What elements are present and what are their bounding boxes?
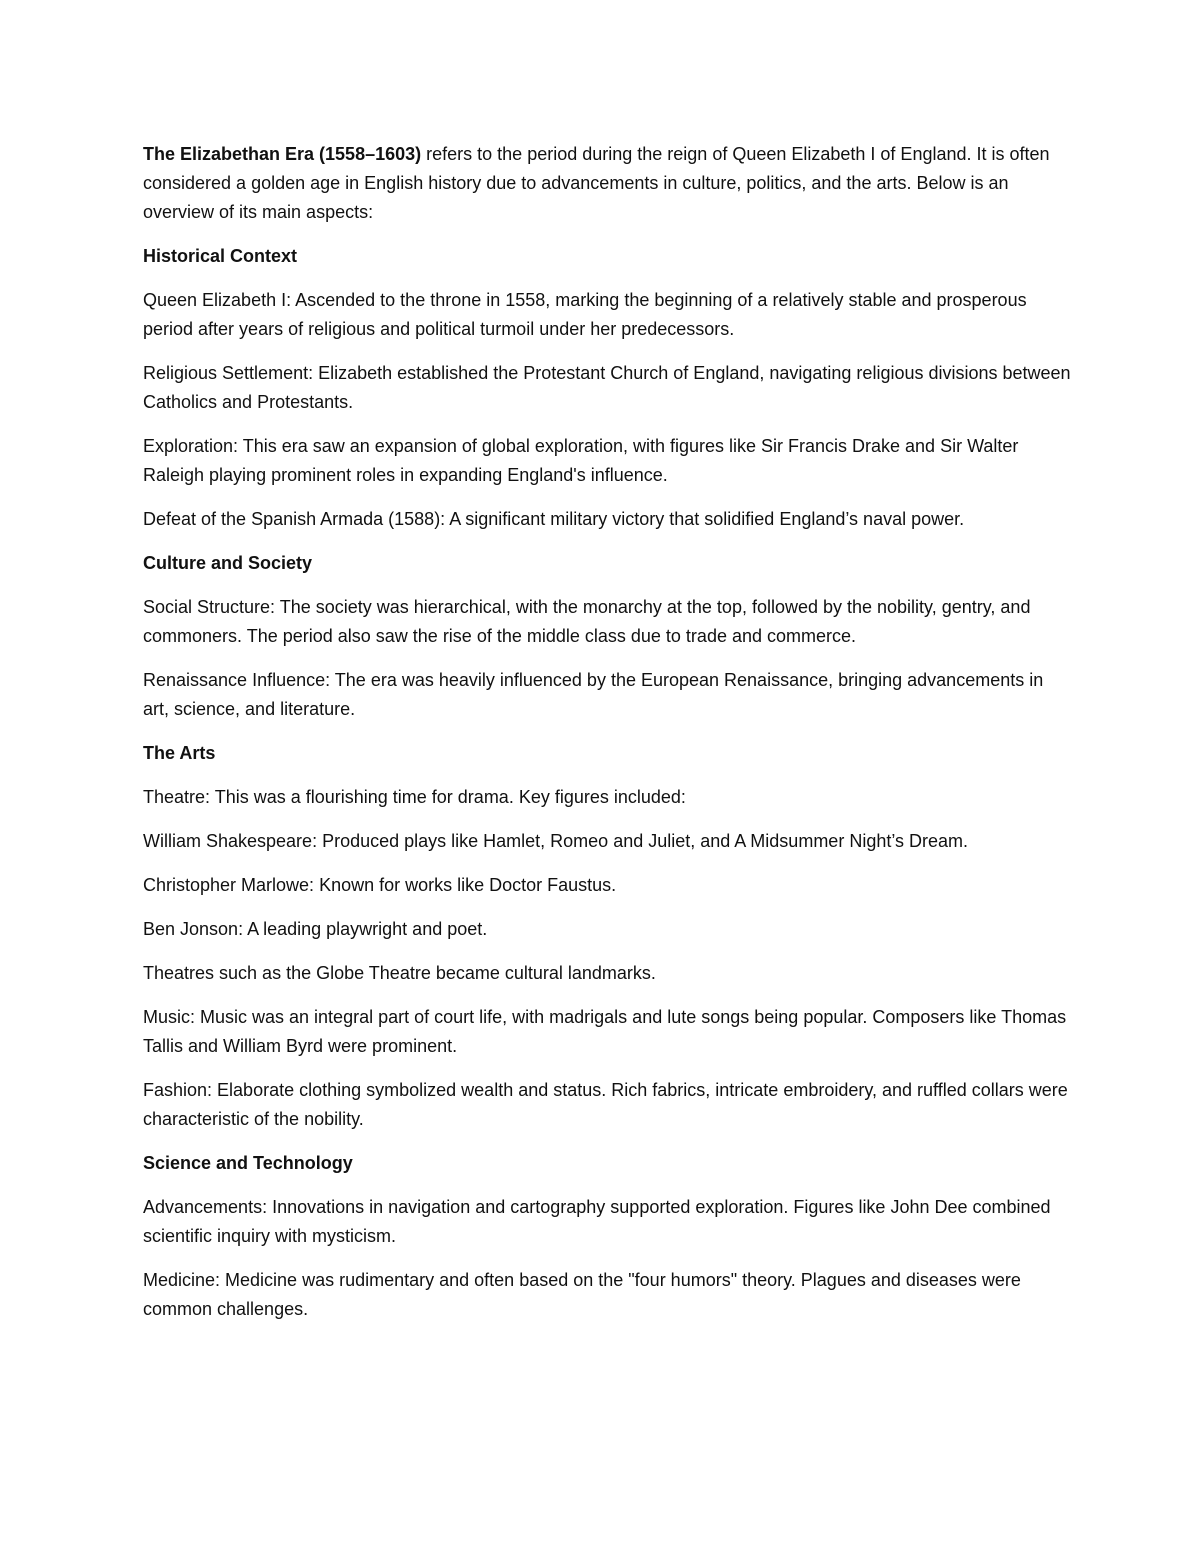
section-the-arts	[143, 739, 1073, 1134]
section-science-and-technology	[143, 1149, 1073, 1324]
intro-paragraph	[143, 140, 1073, 227]
paragraph: Theatre: This was a flourishing time for drama. Key figures included:	[143, 787, 686, 807]
paragraph: Music: Music was an integral part of court life, with madrigals and lute songs being popular. Composers like Thomas Tallis and William Byrd were prominent.	[143, 1007, 1067, 1056]
paragraph: Christopher Marlowe: Known for works like Doctor Faustus.	[143, 875, 617, 895]
paragraph: William Shakespeare: Produced plays like Hamlet, Romeo and Juliet, and A Midsummer Night’s Dream.	[143, 831, 969, 851]
section-heading: Science and Technology	[143, 1153, 353, 1173]
section-culture-and-society	[143, 549, 1073, 724]
paragraph: Ben Jonson: A leading playwright and poet.	[143, 919, 488, 939]
paragraph: Advancements: Innovations in navigation and cartography supported exploration. Figures like John Dee combined scientific inquiry with mysticism.	[143, 1197, 1051, 1246]
paragraph: Exploration: This era saw an expansion of global exploration, with figures like Sir Francis Drake and Sir Walter Raleigh playing prominent roles in expanding England's influence.	[143, 436, 1019, 485]
paragraph: Fashion: Elaborate clothing symbolized wealth and status. Rich fabrics, intricate embroidery, and ruffled collars were characteristic of the nobility.	[143, 1080, 1068, 1129]
paragraph: Renaissance Influence: The era was heavily influenced by the European Renaissance, bringing advancements in art, science, and literature.	[143, 670, 1044, 719]
paragraph: Religious Settlement: Elizabeth established the Protestant Church of England, navigating religious divisions between Catholics and Protestants.	[143, 363, 1071, 412]
paragraph: Queen Elizabeth I: Ascended to the throne in 1558, marking the beginning of a relatively stable and prosperous period after years of religious and political turmoil under her predecessors.	[143, 290, 1027, 339]
section-heading: Culture and Society	[143, 553, 313, 573]
paragraph: Defeat of the Spanish Armada (1588): A significant military victory that solidified England’s naval power.	[143, 509, 965, 529]
section-heading: The Arts	[143, 743, 216, 763]
intro-title: The Elizabethan Era (1558–1603)	[143, 144, 422, 164]
paragraph: Social Structure: The society was hierarchical, with the monarchy at the top, followed by the nobility, gentry, and commoners. The period also saw the rise of the middle class due to trade and commerce.	[143, 597, 1031, 646]
section-heading: Historical Context	[143, 246, 298, 266]
document-page	[143, 140, 1073, 1339]
paragraph: Theatres such as the Globe Theatre became cultural landmarks.	[143, 963, 656, 983]
paragraph: Medicine: Medicine was rudimentary and often based on the "four humors" theory. Plagues and diseases were common challenges.	[143, 1270, 1021, 1319]
section-historical-context	[143, 242, 1073, 534]
intro-text: refers to the period during the reign of Queen Elizabeth I of England. It is often considered a golden age in English history due to advancements in culture, politics, and the arts. Below is an overview of its main aspects:	[143, 144, 1050, 222]
